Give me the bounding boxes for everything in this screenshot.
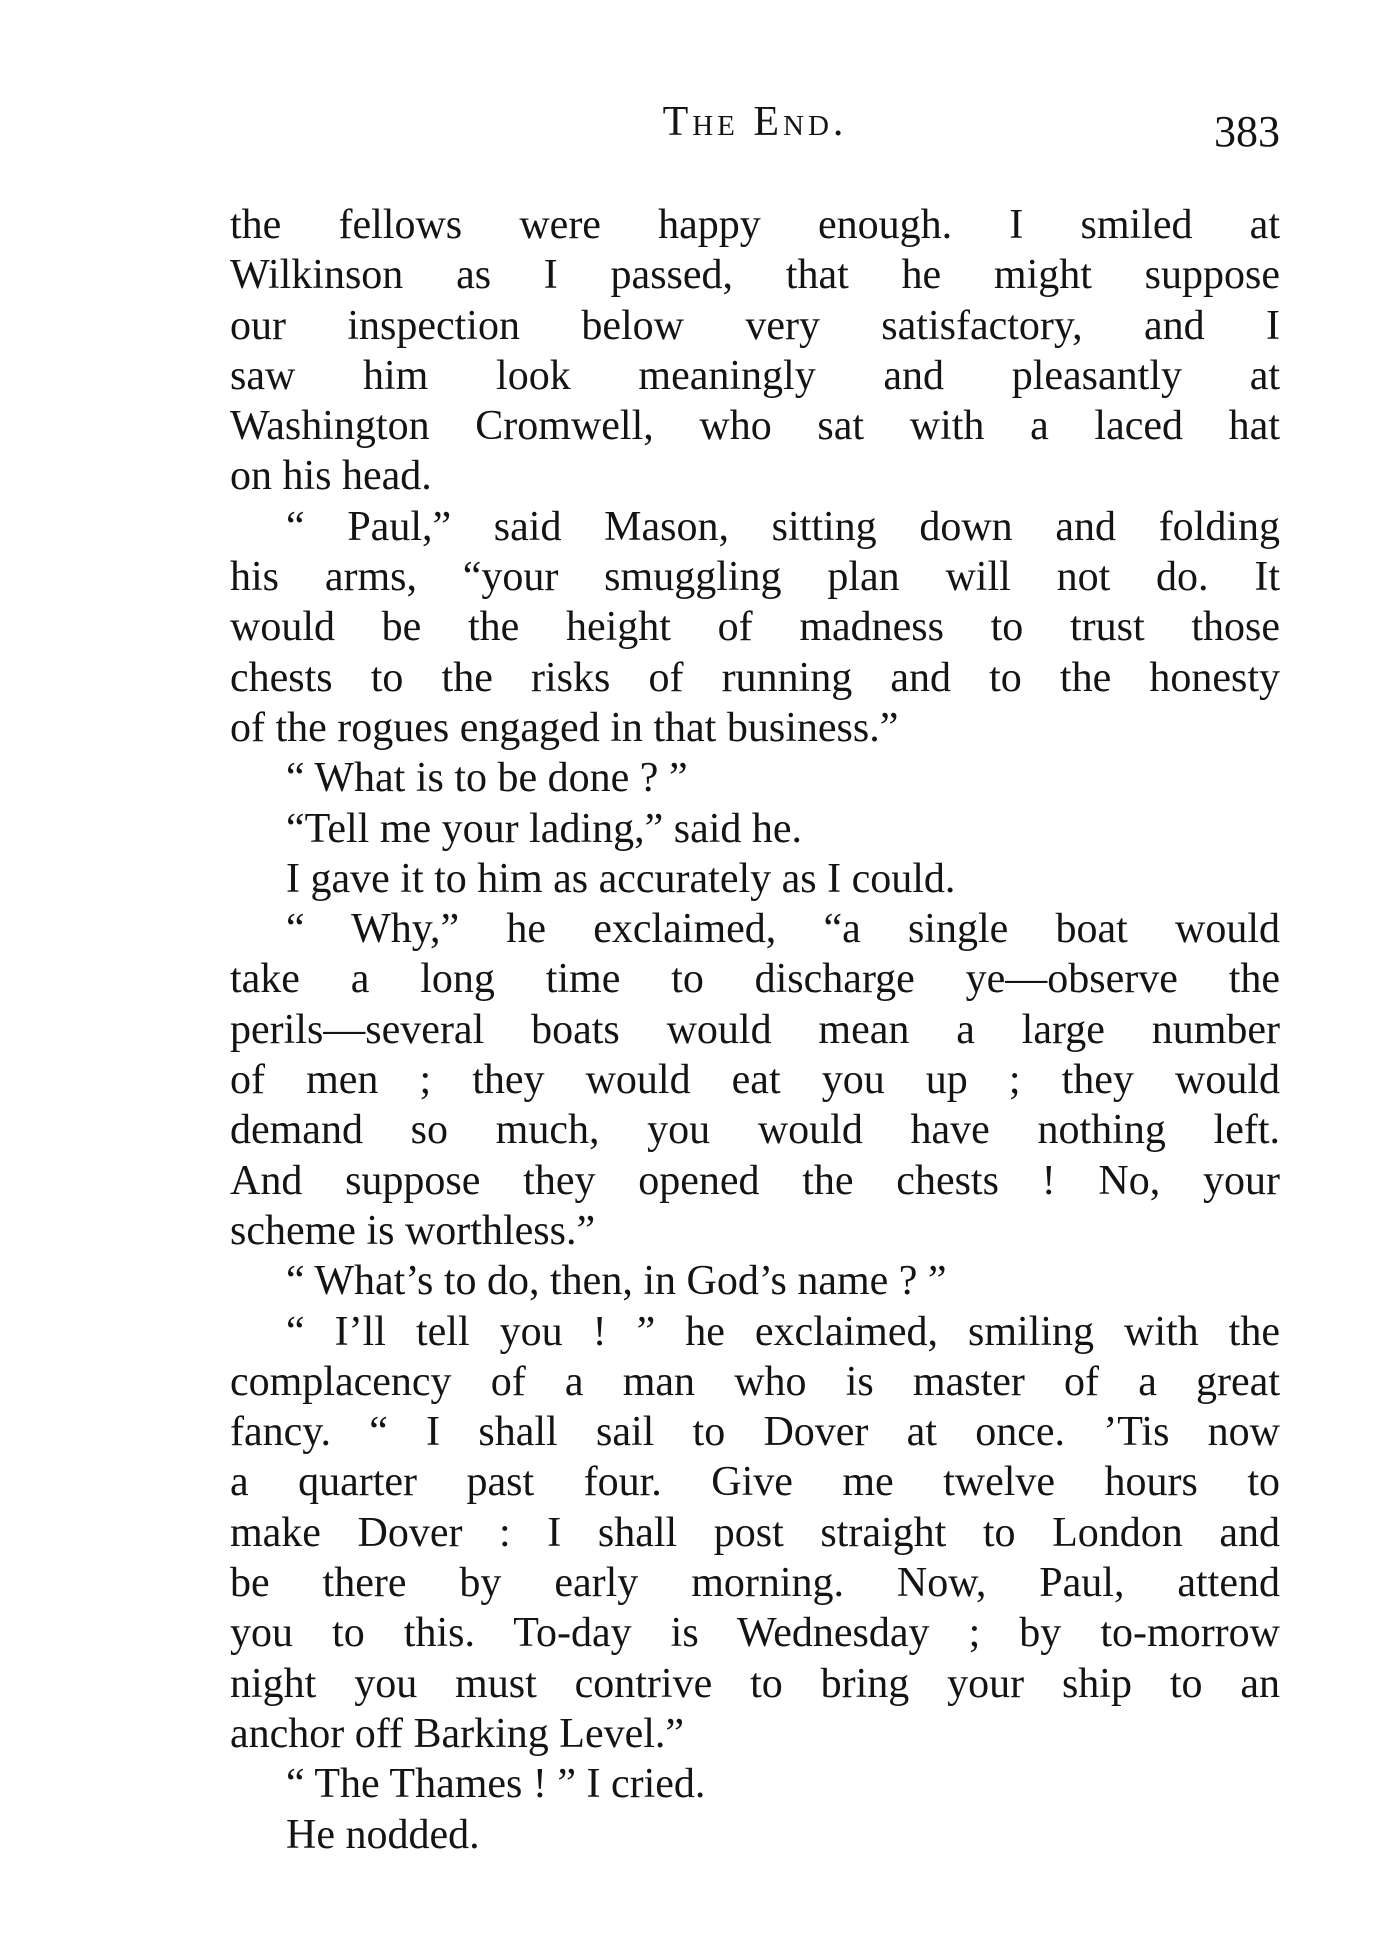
text-line: make Dover : I shall post straight to London and [230,1509,1280,1556]
text-line: the fellows were happy enough. I smiled at [230,202,1280,248]
text-line: Washington Cromwell, who sat with a laced hat [230,403,1280,450]
text-line: a quarter past four. Give me twelve hours to [230,1459,1280,1506]
text-line: “Tell me your lading,” said he. [286,805,803,852]
text-line: “ Paul,” said Mason, sitting down and folding [286,503,1280,550]
text-line: night you must contrive to bring your ship to an [230,1660,1280,1707]
text-line: fancy. “ I shall sail to Dover at once. ’Tis now [230,1409,1280,1456]
text-line: “ Why,” he exclaimed, “a single boat would [286,906,1280,953]
text-line: on his head. [230,453,432,500]
text-line: scheme is worthless.” [230,1207,596,1254]
text-line: And suppose they opened the chests ! No, your [230,1157,1280,1204]
body-text [230,200,1280,1860]
text-line: chests to the risks of running and to the honesty [230,654,1280,701]
text-line: I gave it to him as accurately as I could. [286,855,956,902]
text-line: our inspection below very satisfactory, and I [230,302,1280,349]
text-line: his arms, “your smuggling plan will not do. It [230,554,1280,601]
page-number: 383 [1214,107,1280,156]
text-line: He nodded. [286,1811,480,1858]
text-line: of the rogues engaged in that business.” [230,704,899,751]
text-line: complacency of a man who is master of a great [230,1358,1280,1405]
text-line: “ I’ll tell you ! ” he exclaimed, smiling with the [286,1308,1280,1355]
text-line: saw him look meaningly and pleasantly at [230,352,1280,399]
text-line: be there by early morning. Now, Paul, attend [230,1560,1280,1607]
text-line: of men ; they would eat you up ; they would [230,1057,1280,1104]
text-line: “ What’s to do, then, in God’s name ? ” [286,1258,947,1305]
text-line: take a long time to discharge ye—observe the [230,956,1280,1003]
text-line: demand so much, you would have nothing left. [230,1107,1280,1154]
running-title: The End. [662,99,848,145]
running-head [230,98,1280,168]
text-line: you to this. To-day is Wednesday ; by to-morrow [230,1610,1280,1657]
text-line: anchor off Barking Level.” [230,1710,685,1757]
text-line: “ The Thames ! ” I cried. [286,1761,706,1808]
text-line: would be the height of madness to trust those [230,604,1280,651]
text-line: perils—several boats would mean a large number [230,1006,1280,1053]
text-line: Wilkinson as I passed, that he might suppose [230,252,1280,299]
text-line: “ What is to be done ? ” [286,755,688,802]
